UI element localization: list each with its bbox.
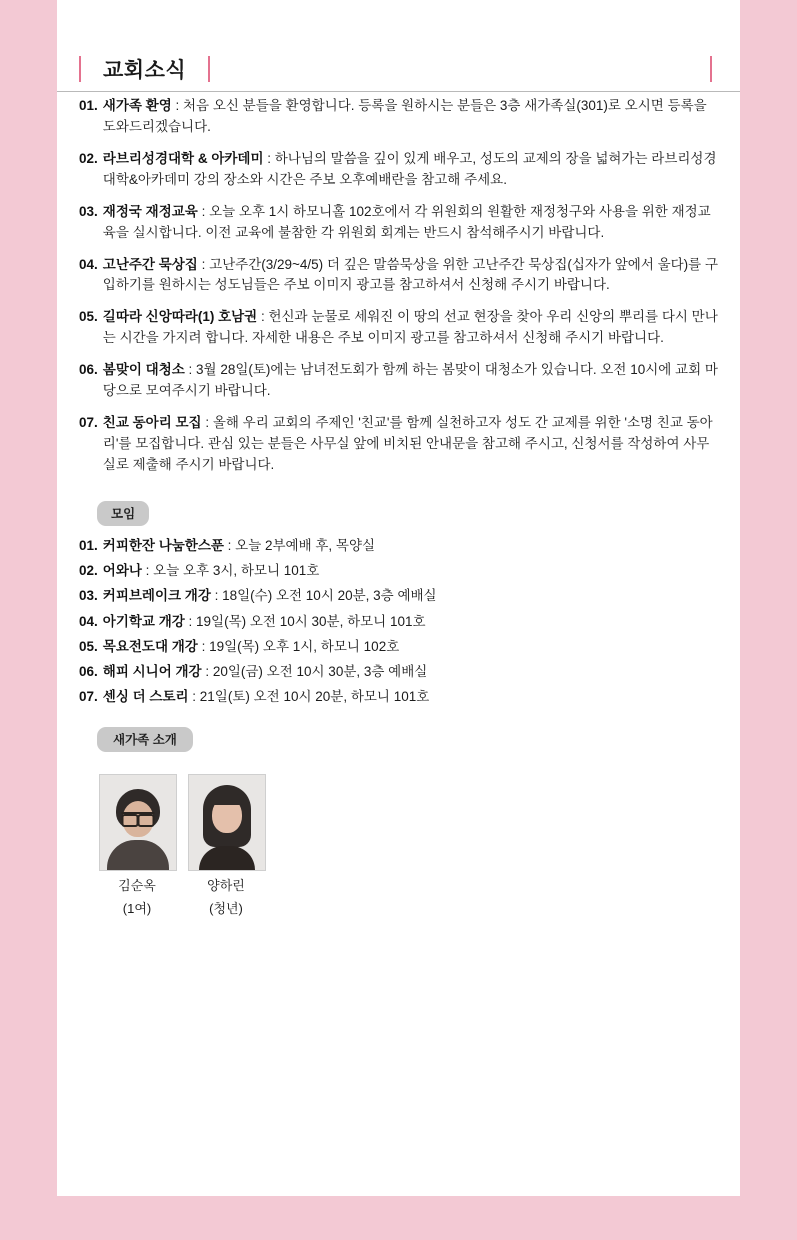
item-body [103,662,428,682]
item-number: 05. [79,638,98,654]
item-text: : 올해 우리 교회의 주제인 '친교'를 함께 실천하고자 성도 간 교제를 위한 '소명 친교 동아리'를 모집합니다. 관심 있는 분들은 사무실 앞에 비치된 안내문을 참고해 주시고, 신청서를 작성하여 사무실로 제출해 주시기 바랍니다. [102,415,713,472]
item-title: 재정국 재정교육 [102,203,198,219]
list-item [79,202,718,244]
item-text: : 20일(금) 오전 10시 30분, 3층 예배실 [201,664,428,680]
list-item [79,536,718,556]
item-number: 03. [79,203,98,219]
item-number: 01. [79,537,98,553]
item-body [103,307,718,349]
item-text: : 오늘 2부예배 후, 목양실 [223,537,376,553]
new-family-photos [99,774,718,918]
list-item [79,360,718,402]
item-body [103,612,426,632]
page-header [57,48,740,90]
item-title: 봄맞이 대청소 [102,362,185,378]
item-text: : 하나님의 말씀을 깊이 있게 배우고, 성도의 교제의 장을 넓혀가는 라브리성경대학&아카데미 강의 장소와 시간은 주보 오후예배란을 참고해 주세요. [102,150,717,187]
person-name: 양하린 [207,877,245,893]
portrait-fringe-shape [210,794,244,805]
announcement-content [57,96,740,918]
header-tick-middle-icon [208,56,210,82]
header-divider [57,91,740,92]
avatar [188,774,266,871]
item-body [103,687,429,707]
person-group: (1여) [122,901,152,917]
list-item [79,586,718,606]
list-item [188,774,264,918]
avatar [99,774,177,871]
list-item [79,413,718,476]
item-number: 05. [79,309,98,325]
item-text: : 19일(목) 오후 1시, 하모니 102호 [197,638,400,654]
section-tag-meetings: 모임 [97,501,149,526]
item-number: 02. [79,150,98,166]
item-body [103,202,718,244]
list-item [79,307,718,349]
list-item [79,96,718,138]
item-number: 06. [79,362,98,378]
item-body [103,413,718,476]
item-title: 커피브레이크 개강 [102,588,211,604]
item-body [103,561,320,581]
item-body [103,586,437,606]
item-title: 새가족 환영 [102,98,172,113]
section-tag-new-family: 새가족 소개 [97,727,193,752]
person-name: 김순옥 [118,877,156,893]
item-text: : 오늘 오후 3시, 하모니 101호 [141,563,320,579]
portrait-body-shape [199,846,255,870]
item-number: 04. [79,613,98,629]
list-item [79,662,718,682]
item-text: : 18일(수) 오전 10시 20분, 3층 예배실 [210,588,437,604]
item-number: 07. [79,689,98,705]
item-number: 01. [79,98,98,113]
portrait-body-shape [107,840,169,870]
list-item [99,774,175,918]
list-item [79,612,718,632]
item-title: 커피한잔 나눔한스푼 [102,537,224,553]
item-text: : 21일(토) 오전 10시 20분, 하모니 101호 [188,689,430,705]
item-title: 길따라 신앙따라(1) 호남권 [102,309,258,325]
item-body [103,360,718,402]
item-title: 어와나 [102,563,142,579]
item-number: 02. [79,563,98,579]
item-body [103,536,375,556]
item-number: 04. [79,256,98,272]
item-text: : 헌신과 눈물로 세워진 이 땅의 선교 현장을 찾아 우리 신앙의 뿌리를 다시 만나는 시간을 가지려 합니다. 자세한 내용은 주보 이미지 광고를 참고하셔서 신청해 주시기 바랍니다. [102,309,718,346]
item-body [103,149,718,191]
glasses-icon [122,812,155,823]
item-title: 친교 동아리 모집 [102,415,202,431]
item-body [103,637,399,657]
item-text: : 19일(목) 오전 10시 30분, 하모니 101호 [184,613,426,629]
header-tick-right-icon [710,56,712,82]
item-text: : 오늘 오후 1시 하모니홀 102호에서 각 위원회의 원활한 재정청구와 사용을 위한 재정교육을 실시합니다. 이전 교육에 불참한 각 위원회 회계는 반드시 참석해주시기 바랍니다. [102,203,711,240]
item-title: 센싱 더 스토리 [102,689,189,705]
item-body [103,96,718,138]
list-item [79,561,718,581]
item-title: 목요전도대 개강 [102,638,198,654]
person-group: (청년) [209,901,243,917]
item-text: : 처음 오신 분들을 환영합니다. 등록을 원하시는 분들은 3층 새가족실(301)로 오시면 등록을 도와드리겠습니다. [102,98,707,134]
item-number: 07. [79,415,98,431]
list-item [79,637,718,657]
item-title: 고난주간 묵상집 [102,256,198,272]
item-number: 03. [79,588,98,604]
page-title: 교회소식 [103,59,187,82]
item-title: 라브리성경대학 & 아카데미 [102,150,264,166]
list-item [79,255,718,297]
item-body [103,255,718,297]
list-item [79,687,718,707]
page-left-margin [0,0,57,1240]
item-text: : 3월 28일(토)에는 남녀전도회가 함께 하는 봄맞이 대청소가 있습니다. 오전 10시에 교회 마당으로 모여주시기 바랍니다. [102,362,718,399]
item-title: 아기학교 개강 [102,613,185,629]
item-title: 해피 시니어 개강 [102,664,202,680]
list-item [79,149,718,191]
item-number: 06. [79,664,98,680]
item-text: : 고난주간(3/29~4/5) 더 깊은 말씀묵상을 위한 고난주간 묵상집(십자가 앞에서 울다)를 구입하기를 원하시는 성도님들은 주보 이미지 광고를 참고하셔서 신청해 주시기 바랍니다. [102,256,719,293]
header-tick-left-icon [79,56,81,82]
